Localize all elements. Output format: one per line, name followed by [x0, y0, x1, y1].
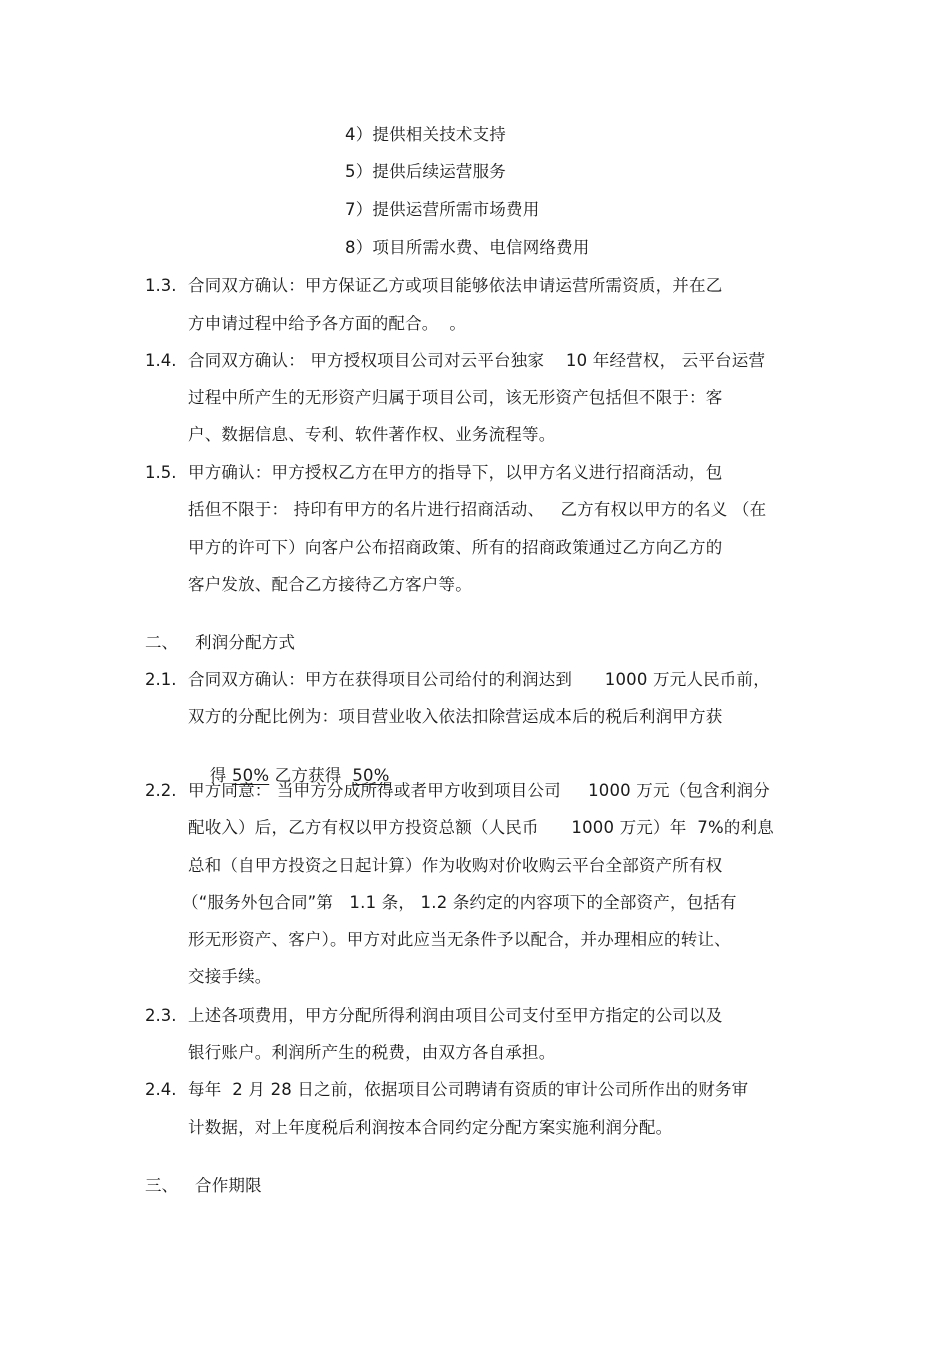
clause-text: 甲方的许可下）向客户公布招商政策、所有的招商政策通过乙方向乙方的: [188, 538, 723, 557]
list-item: 8）项目所需水费、电信网络费用: [345, 238, 590, 257]
clause-number: 2.4.: [145, 1080, 177, 1099]
clause-number: 2.1.: [145, 670, 177, 689]
clause-text: 上述各项费用，甲方分配所得利润由项目公司支付至甲方指定的公司以及: [188, 1006, 723, 1025]
clause-number: 1.5.: [145, 463, 177, 482]
clause-text: （“服务外包合同”第 1.1 条， 1.2 条约定的内容项下的全部资产，包括有: [182, 893, 737, 912]
clause-text: 配收入）后，乙方有权以甲方投资总额（人民币 1000 万元）年 7%的利息: [188, 818, 774, 837]
clause-text-part: 得: [209, 766, 232, 785]
clause-text: 银行账户。利润所产生的税费，由双方各自承担。: [188, 1043, 556, 1062]
section-title: 合作期限: [195, 1176, 262, 1195]
clause-text: 括但不限于： 持印有甲方的名片进行招商活动、 乙方有权以甲方的名义 （在: [188, 500, 767, 519]
percent-value: 50%: [231, 766, 270, 785]
clause-text: 交接手续。: [188, 967, 272, 986]
clause-text: 户、数据信息、专利、软件著作权、业务流程等。: [188, 425, 556, 444]
clause-text: 合同双方确认：甲方在获得项目公司给付的利润达到 1000 万元人民币前，: [188, 670, 770, 689]
clause-text: 每年 2 月 28 日之前，依据项目公司聘请有资质的审计公司所作出的财务审: [188, 1080, 749, 1099]
section-title: 利润分配方式: [195, 633, 296, 652]
clause-text: 过程中所产生的无形资产归属于项目公司，该无形资产包括但不限于：客: [188, 388, 723, 407]
clause-text: 合同双方确认：甲方保证乙方或项目能够依法申请运营所需资质，并在乙: [188, 276, 723, 295]
clause-text: 方申请过程中给予各方面的配合。 。: [188, 314, 467, 333]
clause-text: 形无形资产、客户）。甲方对此应当无条件予以配合，并办理相应的转让、: [188, 930, 731, 949]
list-item: 5）提供后续运营服务: [345, 162, 506, 181]
clause-text: 计数据，对上年度税后利润按本合同约定分配方案实施利润分配。: [188, 1118, 673, 1137]
clause-text: 合同双方确认： 甲方授权项目公司对云平台独家 10 年经营权， 云平台运营: [188, 351, 766, 370]
list-item: 4）提供相关技术支持: [345, 125, 506, 144]
clause-text-part: 乙方获得: [269, 766, 353, 785]
clause-number: 1.4.: [145, 351, 177, 370]
clause-text: 双方的分配比例为：项目营业收入依法扣除营运成本后的税后利润甲方获: [188, 707, 723, 726]
clause-number: 1.3.: [145, 276, 177, 295]
clause-text: 甲方同意： 当甲方分成所得或者甲方收到项目公司 1000 万元（包含利润分: [188, 781, 770, 800]
clause-text: 甲方确认：甲方授权乙方在甲方的指导下，以甲方名义进行招商活动，包: [188, 463, 723, 482]
clause-number: 2.3.: [145, 1006, 177, 1025]
clause-text: 总和（自甲方投资之日起计算）作为收购对价收购云平台全部资产所有权: [188, 856, 723, 875]
list-item: 7）提供运营所需市场费用: [345, 200, 540, 219]
percent-value: 50%: [352, 766, 390, 785]
clause-text: 客户发放、配合乙方接待乙方客户等。: [188, 575, 472, 594]
section-number: 二、: [145, 633, 178, 652]
section-number: 三、: [145, 1176, 178, 1195]
clause-number: 2.2.: [145, 781, 177, 800]
